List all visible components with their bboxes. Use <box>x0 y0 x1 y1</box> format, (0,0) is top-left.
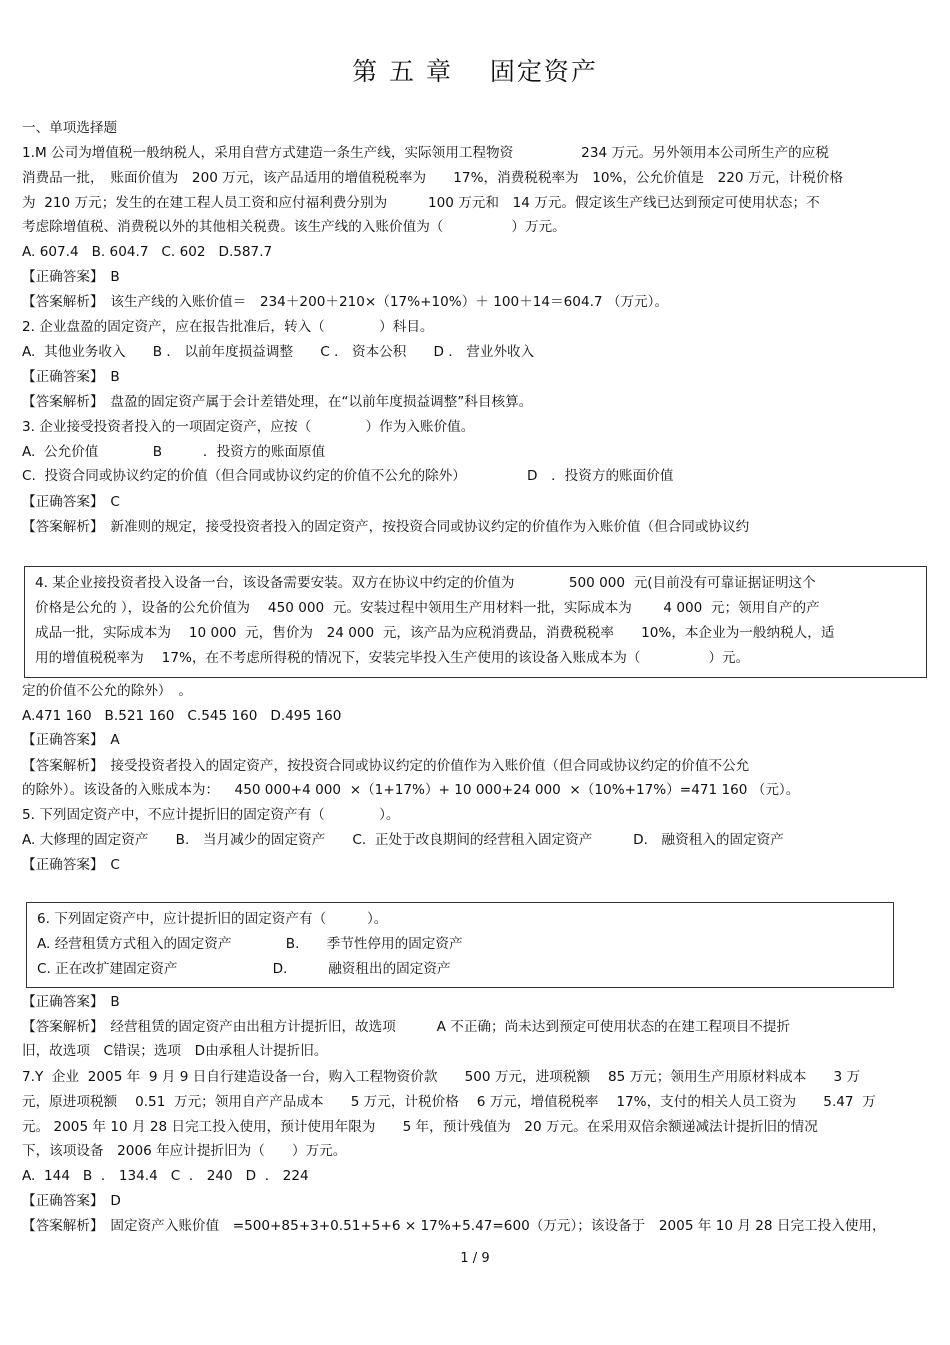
q1-answer: 【正确答案】 B <box>22 269 120 285</box>
q4-stem-line: 用的增值税税率为 17%，在不考虑所得税的情况下，安装完毕投入生产使用的该设备入账成本为（ ）元。 <box>35 650 750 666</box>
q4-answer: 【正确答案】 A <box>22 732 120 748</box>
section-heading: 一、单项选择题 <box>22 120 118 136</box>
q6-stem: 6. 下列固定资产中，应计提折旧的固定资产有（ ）。 <box>37 911 388 927</box>
q7-stem-line: 元。 2005 年 10 月 28 日完工投入使用，预计使用年限为 5 年，预计残值为 20 万元。在采用双倍余额递减法计提折旧的情况 <box>22 1119 818 1135</box>
q7-stem-line: 元，原进项税额 0.51 万元；领用自产产品成本 5 万元，计税价格 6 万元，增值税税率 17%，支付的相关人员工资为 5.47 万 <box>22 1094 876 1110</box>
q6-explanation: 【答案解析】 经营租赁的固定资产由出租方计提折旧，故选项 A 不正确；尚未达到预定可使用状态的在建工程项目不提折 <box>22 1019 791 1035</box>
q7-explanation: 【答案解析】 固定资产入账价值 =500+85+3+0.51+5+6 × 17%+5.47=600（万元）；该设备于 2005 年 10 月 28 日完工投入使用， <box>22 1218 886 1234</box>
q6-options-ab: A. 经营租赁方式租入的固定资产 B. 季节性停用的固定资产 <box>37 936 463 952</box>
q3-options-ab: A. 公允价值 B ．投资方的账面原值 <box>22 444 326 460</box>
q2-stem: 2. 企业盘盈的固定资产，应在报告批准后，转入（ ）科目。 <box>22 319 434 335</box>
q1-options: A. 607.4 B. 604.7 C. 602 D.587.7 <box>22 244 273 260</box>
q5-stem: 5. 下列固定资产中，不应计提折旧的固定资产有（ ）。 <box>22 807 400 823</box>
q3-options-cd: C. 投资合同或协议约定的价值（但合同或协议约定的价值不公允的除外） D ．投资方的账面价值 <box>22 468 674 484</box>
q1-stem-line: 1.M 公司为增值税一般纳税人，采用自营方式建造一条生产线，实际领用工程物资 234 万元。另外领用本公司所生产的应税 <box>22 145 829 161</box>
q1-stem-line: 为 210 万元；发生的在建工程人员工资和应付福利费分别为 100 万元和 14 万元。假定该生产线已达到预定可使用状态；不 <box>22 195 820 211</box>
q4-explanation: 的除外）。该设备的入账成本为： 450 000+4 000 ×（1+17%）+ 10 000+24 000 ×（10%+17%）=471 160 （元）。 <box>22 782 800 798</box>
q7-stem-line: 下，该项设备 2006 年应计提折旧为（ ）万元。 <box>22 1143 347 1159</box>
q2-explanation: 【答案解析】 盘盈的固定资产属于会计差错处理，在“以前年度损益调整”科目核算。 <box>22 394 533 410</box>
q6-explanation: 旧，故选项 C错误；选项 D由承租人计提折旧。 <box>22 1043 328 1059</box>
q5-answer: 【正确答案】 C <box>22 857 120 873</box>
q1-explanation: 【答案解析】 该生产线的入账价值＝ 234＋200＋210×（17%+10%）＋ 100＋14＝604.7 （万元）。 <box>22 294 669 310</box>
q3-answer: 【正确答案】 C <box>22 494 120 510</box>
q5-options: A. 大修理的固定资产 B. 当月减少的固定资产 C. 正处于改良期间的经营租入固定资产 D. 融资租入的固定资产 <box>22 832 784 848</box>
q3-stem: 3. 企业接受投资者投入的一项固定资产，应按（ ）作为入账价值。 <box>22 419 475 435</box>
q6-options-cd: C. 正在改扩建固定资产 D. 融资租出的固定资产 <box>37 961 451 977</box>
page-title: 第 五 章 固定资产 <box>352 57 598 86</box>
q1-stem-line: 考虑除增值税、消费税以外的其他相关税费。该生产线的入账价值为（ ）万元。 <box>22 219 566 235</box>
q7-stem-line: 7.Y 企业 2005 年 9 月 9 日自行建造设备一台，购入工程物资价款 500 万元，进项税额 85 万元；领用生产用原材料成本 3 万 <box>22 1069 861 1085</box>
q7-answer: 【正确答案】 D <box>22 1193 121 1209</box>
q2-options: A. 其他业务收入 B ． 以前年度损益调整 C ． 资本公积 D ． 营业外收入 <box>22 344 535 360</box>
q1-stem-line: 消费品一批， 账面价值为 200 万元，该产品适用的增值税税率为 17%，消费税税率为 10%，公允价值是 220 万元，计税价格 <box>22 170 844 186</box>
q4-explanation: 【答案解析】 接受投资者投入的固定资产，按投资合同或协议约定的价值作为入账价值（但合同或协议约定的价值不公允 <box>22 758 750 774</box>
page-number: 1 / 9 <box>460 1251 490 1266</box>
q6-box <box>26 902 894 988</box>
q4-options: A.471 160 B.521 160 C.545 160 D.495 160 <box>22 708 342 724</box>
q4-stem-line: 价格是公允的 ），设备的公允价值为 450 000 元。安装过程中领用生产用材料一批，实际成本为 4 000 元；领用自产的产 <box>35 600 820 616</box>
q4-stem-line: 成品一批，实际成本为 10 000 元，售价为 24 000 元，该产品为应税消费品，消费税税率 10%，本企业为一般纳税人，适 <box>35 625 835 641</box>
q6-answer: 【正确答案】 B <box>22 994 120 1010</box>
q3-explanation: 【答案解析】 新准则的规定，接受投资者投入的固定资产，按投资合同或协议约定的价值作为入账价值（但合同或协议约 <box>22 519 750 535</box>
q3-explanation-continued: 定的价值不公允的除外） 。 <box>22 683 192 699</box>
q4-box <box>24 566 927 678</box>
q2-answer: 【正确答案】 B <box>22 369 120 385</box>
q7-options: A. 144 B ． 134.4 C ． 240 D ． 224 <box>22 1168 309 1184</box>
q4-stem-line: 4. 某企业接投资者投入设备一台，该设备需要安装。双方在协议中约定的价值为 500 000 元(目前没有可靠证据证明这个 <box>35 575 816 591</box>
